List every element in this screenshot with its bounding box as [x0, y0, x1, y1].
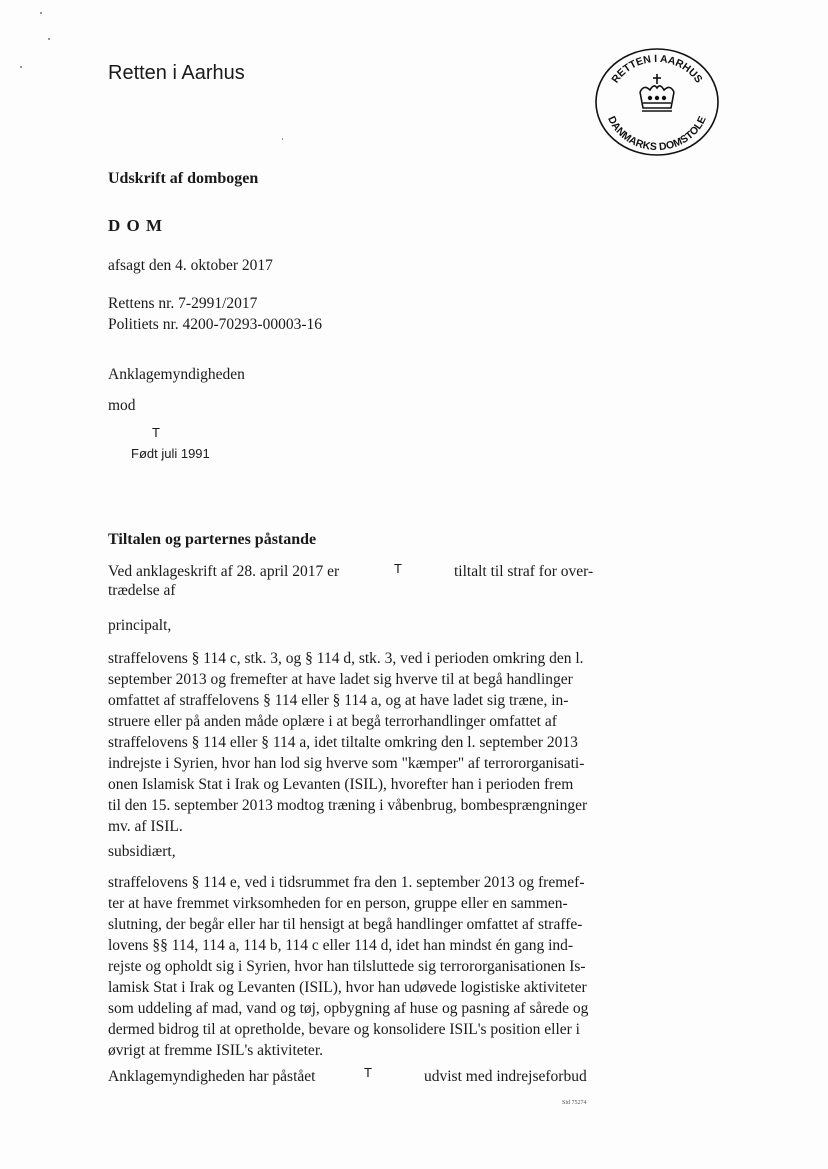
- dom-title: D O M: [108, 216, 164, 235]
- text-line: rejste og opholdt sig i Syrien, hvor han tilsluttede sig terrororganisationen Is-: [108, 958, 586, 975]
- footer-code: Sid 75274: [562, 1100, 587, 1106]
- document-type-heading: Udskrift af dombogen: [108, 170, 259, 187]
- principal-label: principalt,: [108, 617, 172, 634]
- text-line: mv. af ISIL.: [108, 818, 183, 835]
- indictment-intro-end: tiltalt til straf for over-: [454, 563, 594, 580]
- claim-defendant-initial: T: [364, 1065, 372, 1080]
- police-case-number: Politiets nr. 4200-70293-00003-16: [108, 316, 322, 333]
- text-line: som uddeling af mad, vand og tøj, opbygning af huse og pasning af sårede og: [108, 1000, 589, 1017]
- text-line: straffelovens § 114 eller § 114 a, idet tiltalte omkring den l. september 2013: [108, 734, 578, 751]
- indictment-intro-line2: trædelse af: [108, 582, 176, 599]
- scan-speck: [282, 138, 283, 140]
- prosecution-party: Anklagemyndigheden: [108, 366, 245, 383]
- principal-charge-text: [108, 648, 608, 837]
- defendant-initial: T: [152, 425, 160, 440]
- text-line: struere eller på anden måde oplære i at begå terrorhandlinger omfattet af: [108, 713, 557, 730]
- text-line: indrejste i Syrien, hvor han lod sig hverve som "kæmper" af terrororganisati-: [108, 755, 585, 772]
- scan-speck: [40, 12, 42, 14]
- court-case-number: Rettens nr. 7-2991/2017: [108, 295, 258, 312]
- text-line: øvrigt at fremme ISIL's aktiviteter.: [108, 1042, 323, 1059]
- versus-label: mod: [108, 397, 136, 414]
- claim-end: udvist med indrejseforbud: [424, 1068, 587, 1085]
- court-name: Retten i Aarhus: [108, 62, 245, 84]
- text-line: onen Islamisk Stat i Irak og Levanten (ISIL), hvorefter han i perioden frem: [108, 776, 574, 793]
- judgment-date: afsagt den 4. oktober 2017: [108, 257, 273, 274]
- text-line: lovens §§ 114, 114 a, 114 b, 114 c eller 114 d, idet han mindst én gang ind-: [108, 937, 574, 954]
- scan-speck: [48, 38, 50, 40]
- svg-text:RETTEN I AARHUS: RETTEN I AARHUS: [609, 52, 705, 86]
- text-line: september 2013 og fremefter at have ladet sig hverve til at begå handlinger: [108, 671, 573, 688]
- section-heading: Tiltalen og parternes påstande: [108, 531, 317, 548]
- indictment-intro-start: Ved anklageskrift af 28. april 2017 er: [108, 563, 340, 580]
- text-line: dermed bidrog til at opretholde, bevare og konsolidere ISIL's position eller i: [108, 1021, 580, 1038]
- text-line: omfattet af straffelovens § 114 eller § 114 a, og at have ladet sig træne, in-: [108, 692, 569, 709]
- text-line: straffelovens § 114 c, stk. 3, og § 114 d, stk. 3, ved i perioden omkring den l.: [108, 650, 584, 667]
- claim-start: Anklagemyndigheden har påstået: [108, 1068, 316, 1085]
- indictment-defendant-initial: T: [394, 561, 402, 576]
- text-line: ter at have fremmet virksomheden for en person, gruppe eller en sammen-: [108, 895, 568, 912]
- text-line: til den 15. september 2013 modtog træning i våbenbrug, bombesprængninger: [108, 797, 588, 814]
- text-line: straffelovens § 114 e, ved i tidsrummet fra den 1. september 2013 og fremef-: [108, 874, 585, 891]
- defendant-birth: Født juli 1991: [131, 446, 210, 461]
- crown-icon: [640, 74, 674, 111]
- text-line: lamisk Stat i Irak og Levanten (ISIL), hvor han udøvede logistiske aktiviteter: [108, 979, 587, 996]
- svg-text:DANMARKS DOMSTOLE: DANMARKS DOMSTOLE: [605, 114, 709, 154]
- court-seal-stamp: [594, 46, 720, 158]
- subsidiary-label: subsidiært,: [108, 843, 176, 860]
- text-line: slutning, der begår eller har til hensigt at begå handlinger omfattet af straffe-: [108, 916, 583, 933]
- scan-speck: [20, 66, 22, 68]
- subsidiary-charge-text: [108, 872, 608, 1061]
